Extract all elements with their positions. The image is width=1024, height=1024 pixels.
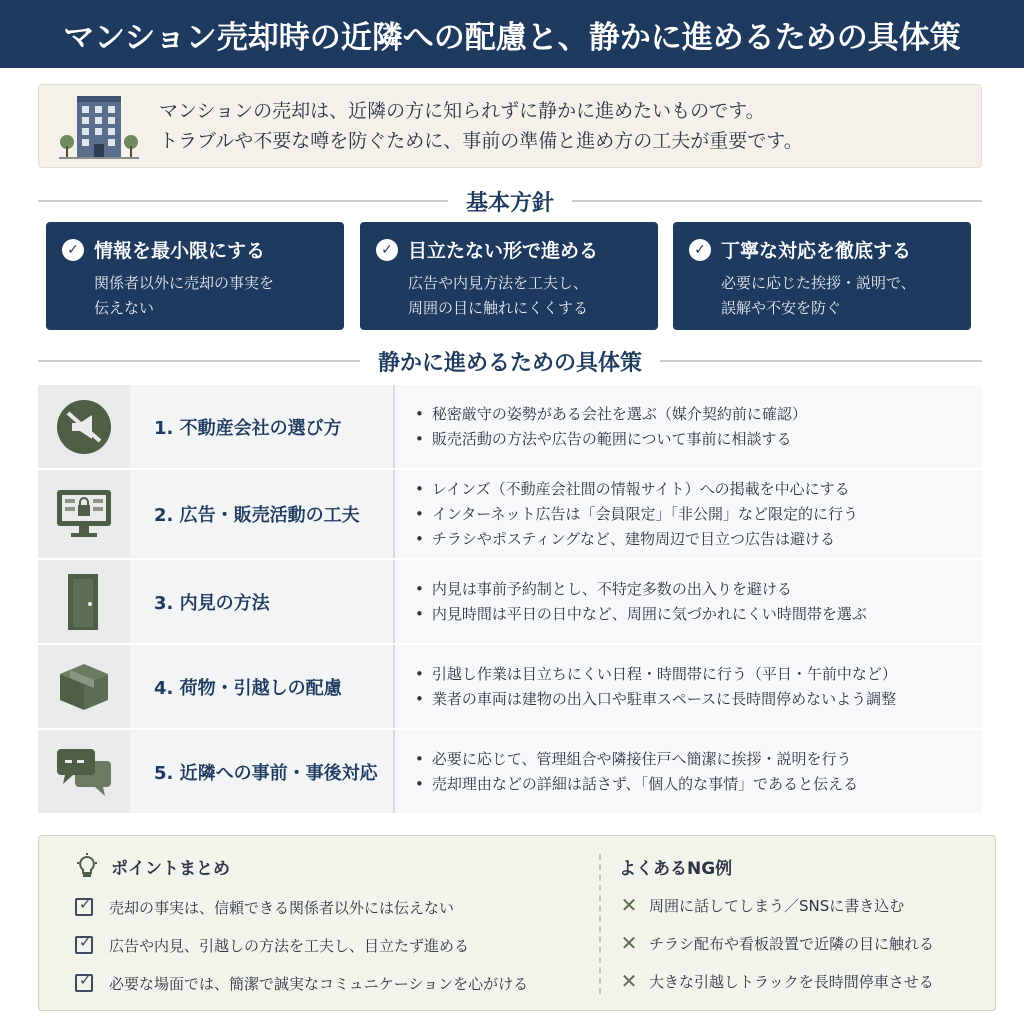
policy-card-1 (46, 222, 344, 330)
ng-section (619, 852, 979, 1000)
measure-row (38, 560, 982, 645)
intro-line-1: マンションの売却は、近隣の方に知られずに静かに進めたいものです。 (159, 100, 765, 122)
measures-heading (38, 346, 982, 376)
title-bar (0, 0, 1024, 68)
summary-box (38, 835, 996, 1011)
policy-title: 目立たない形で進める (408, 240, 599, 262)
checkbox-icon (75, 974, 93, 992)
policy-title: 情報を最小限にする (94, 240, 266, 262)
measure-name: 3. 内見の方法 (130, 560, 395, 643)
measure-row (38, 645, 982, 730)
chat-bubbles-icon (38, 730, 130, 813)
measure-row (38, 730, 982, 815)
measure-item: • インターネット広告は「会員限定」「非公開」など限定的に行う (415, 502, 982, 527)
measure-item: • 引越し作業は目立ちにくい日程・時間帯に行う（平日・午前中など） (415, 662, 982, 687)
cross-icon: ✕ (620, 969, 638, 993)
measure-name: 1. 不動産会社の選び方 (130, 385, 395, 468)
check-circle-icon: ✓ (376, 239, 398, 261)
measure-item: • 業者の車両は建物の出入口や駐車スペースに長時間停めないよう調整 (415, 687, 982, 712)
lightbulb-icon (75, 853, 99, 879)
measure-item: • 秘密厳守の姿勢がある会社を選ぶ（媒介契約前に確認） (415, 402, 982, 427)
check-circle-icon: ✓ (689, 239, 711, 261)
muted-megaphone-icon (38, 385, 130, 468)
measures-table (38, 385, 982, 815)
ng-item: 周囲に話してしまう／SNSに書き込む (649, 896, 905, 915)
policy-title: 丁寧な対応を徹底する (721, 240, 912, 262)
intro-box (38, 84, 982, 168)
box-icon (38, 645, 130, 728)
measure-name: 4. 荷物・引越しの配慮 (130, 645, 395, 728)
policy-desc: 誤解や不安を防ぐ (721, 299, 842, 317)
policy-desc: 伝えない (94, 299, 155, 317)
measure-item: • レインズ（不動産会社間の情報サイト）への掲載を中心にする (415, 477, 982, 502)
measure-row (38, 470, 982, 560)
point-item: 広告や内見、引越しの方法を工夫し、目立たず進める (109, 936, 470, 955)
point-item: 売却の事実は、信頼できる関係者以外には伝えない (109, 898, 455, 917)
measure-row (38, 385, 982, 470)
measure-item: • 内見時間は平日の日中など、周囲に気づかれにくい時間帯を選ぶ (415, 602, 982, 627)
checkbox-icon (75, 898, 93, 916)
policy-desc: 広告や内見方法を工夫し、 (408, 274, 589, 292)
point-item: 必要な場面では、簡潔で誠実なコミュニケーションを心がける (109, 974, 529, 993)
measure-name: 2. 広告・販売活動の工夫 (130, 470, 395, 558)
points-heading: ポイントまとめ (111, 858, 230, 879)
measure-item: • 必要に応じて、管理組合や隣接住戸へ簡潔に挨拶・説明を行う (415, 747, 982, 772)
policy-card-3 (673, 222, 971, 330)
ng-item: チラシ配布や看板設置で近隣の目に触れる (649, 934, 935, 953)
door-icon (38, 560, 130, 643)
locked-monitor-icon (38, 470, 130, 558)
ng-item: 大きな引越しトラックを長時間停車させる (649, 972, 934, 991)
policy-desc: 周囲の目に触れにくくする (408, 299, 589, 317)
measure-name: 5. 近隣への事前・事後対応 (130, 730, 395, 813)
measure-item: • 売却理由などの詳細は話さず、「個人的な事情」であると伝える (415, 772, 982, 797)
page-title: マンション売却時の近隣への配慮と、静かに進めるための具体策 (63, 19, 961, 56)
policy-desc: 関係者以外に売却の事実を (94, 274, 275, 292)
intro-line-2: トラブルや不要な噂を防ぐために、事前の準備と進め方の工夫が重要です。 (159, 130, 803, 152)
summary-divider (599, 854, 601, 994)
building-icon (39, 84, 159, 168)
checkbox-icon (75, 936, 93, 954)
measure-item: • チラシやポスティングなど、建物周辺で目立つ広告は避ける (415, 527, 982, 552)
measures-title: 静かに進めるための具体策 (378, 350, 643, 376)
measure-item: • 販売活動の方法や広告の範囲について事前に相談する (415, 427, 982, 452)
cross-icon: ✕ (620, 931, 638, 955)
ng-heading: よくあるNG例 (619, 858, 733, 879)
policy-card-2 (360, 222, 658, 330)
policy-desc: 必要に応じた挨拶・説明で、 (721, 274, 916, 292)
basic-policy-title: 基本方針 (466, 190, 555, 216)
basic-policy-heading (38, 186, 982, 216)
check-circle-icon: ✓ (62, 239, 84, 261)
cross-icon: ✕ (620, 893, 638, 917)
measure-item: • 内見は事前予約制とし、不特定多数の出入りを避ける (415, 577, 982, 602)
points-section (75, 852, 605, 1002)
